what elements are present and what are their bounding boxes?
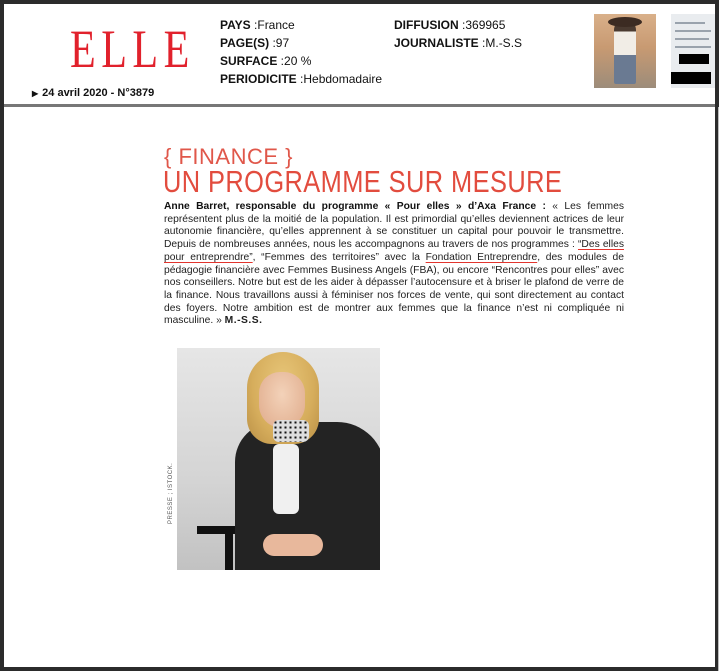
- meta-diffusion: DIFFUSION :369965: [394, 18, 506, 32]
- article-headline: UN PROGRAMME SUR MESURE: [163, 164, 563, 199]
- photo-credit: PRESSE ; ISTOCK.: [168, 462, 174, 524]
- meta-pays-label: PAYS: [220, 18, 251, 32]
- press-clipping-page: [4, 4, 715, 667]
- cover-hat: [608, 17, 642, 27]
- triangle-icon: ▶: [32, 89, 39, 98]
- thumb-line: [675, 38, 709, 40]
- portrait-photo: [177, 348, 380, 570]
- cover-figure: [614, 20, 636, 84]
- page-thumbnail: [671, 14, 715, 88]
- thumb-redaction: [679, 54, 709, 64]
- meta-journaliste-label: JOURNALISTE: [394, 36, 479, 50]
- article-lead: Anne Barret, responsable du programme « Pour elles » d’Axa France :: [164, 201, 546, 212]
- article-body: [164, 201, 624, 328]
- header-divider: [4, 104, 715, 107]
- program-link-des-elles: “Des elles pour entreprendre”: [164, 239, 624, 263]
- body-part-2: , “Femmes des territoires” avec la: [252, 251, 426, 263]
- meta-surface-label: SURFACE: [220, 54, 278, 68]
- issue-date-text: 24 avril 2020 - N°3879: [42, 87, 155, 99]
- clipping-header: [4, 4, 715, 104]
- thumb-line: [675, 30, 711, 32]
- section-label: { FINANCE }: [164, 144, 293, 169]
- meta-periodicite-label: PERIODICITE: [220, 72, 297, 86]
- meta-pages-label: PAGE(S): [220, 36, 270, 50]
- elle-logo: ELLE: [70, 19, 195, 79]
- issue-date: [32, 87, 154, 99]
- thumb-line: [675, 22, 705, 24]
- body-part-3: , des modules de pédagogie financière avec Femmes Business Angels (FBA), ou encore “Rencontres pour elles” avec nos conseillers. Notre but est de les aider à dépasser l’autocensure et à briser le plafond de verre de la finance. Nous travaillons aussi à féminiser nos forces de vente, qui sont directement au contact des foyers. Notre ambition est de montrer aux femmes que la finance n’est ni compliquée ni masculine. »: [164, 251, 625, 327]
- chair-leg: [225, 534, 233, 570]
- meta-surface-value: 20 %: [284, 54, 312, 68]
- author-signature: M.-S.S.: [224, 315, 263, 327]
- meta-journaliste-value: M.-S.S: [485, 36, 523, 50]
- hands-shape: [263, 534, 323, 556]
- shirt-shape: [273, 444, 299, 514]
- meta-pays: PAYS :France: [220, 18, 295, 32]
- thumb-redaction: [671, 72, 711, 84]
- body-part-1: « Les femmes représentent plus de la moitié de la population. Il est primordial qu’elles deviennent actrices de leur autonomie financière, qu’elles apprennent à se constituer un capital pour pouvoir le transmettre. Depuis de nombreuses années, nous les accompagnons au travers de nos programmes :: [164, 201, 624, 251]
- meta-pages-value: 97: [275, 36, 290, 50]
- meta-pages: PAGE(S) :97: [220, 36, 290, 50]
- meta-surface: SURFACE :20 %: [220, 54, 312, 68]
- thumb-line: [675, 46, 711, 48]
- meta-diffusion-value: 369965: [465, 18, 506, 32]
- meta-periodicite-value: Hebdomadaire: [303, 72, 383, 86]
- meta-pays-value: France: [257, 18, 295, 32]
- scarf-shape: [273, 420, 309, 442]
- magazine-cover-thumbnail: [594, 14, 656, 88]
- meta-periodicite: PERIODICITE :Hebdomadaire: [220, 72, 383, 86]
- meta-diffusion-label: DIFFUSION: [394, 18, 459, 32]
- fondation-entreprendre-link: Fondation Entreprendre: [425, 251, 538, 263]
- meta-journaliste: JOURNALISTE :M.-S.S: [394, 36, 523, 50]
